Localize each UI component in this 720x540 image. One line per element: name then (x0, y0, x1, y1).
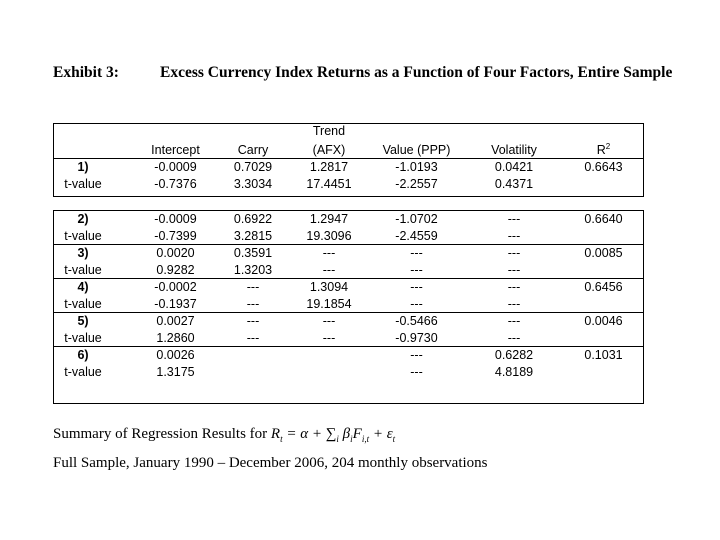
cell-volatility: --- (507, 330, 521, 345)
cell-carry: 3.2815 (233, 228, 273, 243)
cell-carry: 0.3591 (217, 245, 289, 262)
cell-intercept: -0.7399 (154, 228, 197, 243)
formula-lhs-sub: t (280, 434, 283, 444)
table-row (54, 279, 643, 296)
cell-r2 (564, 364, 643, 381)
cell-trend (289, 347, 369, 364)
cell-value: --- (369, 245, 464, 262)
cell-carry: --- (246, 296, 260, 311)
header-trend-line1: Trend (312, 124, 346, 138)
cell-value: --- (410, 296, 423, 311)
header-trend-line2: (AFX) (312, 143, 346, 158)
cell-volatility: --- (464, 279, 564, 296)
cell-r2 (564, 330, 643, 347)
cell-r2 (564, 228, 643, 245)
cell-value: -2.4559 (395, 228, 438, 243)
cell-volatility: --- (507, 228, 521, 243)
table-row-tvalue (54, 228, 643, 245)
cell-carry: 1.3203 (233, 262, 273, 277)
formula-lhs: R (270, 426, 281, 442)
table-row-tvalue (54, 176, 643, 193)
header-value: Value (PPP) (382, 143, 451, 158)
row-label: 5) (77, 314, 89, 328)
row-label: 4) (77, 280, 89, 294)
cell-carry (217, 347, 289, 364)
table-row (54, 245, 643, 262)
exhibit-title: Excess Currency Index Returns as a Function of Four Factors, Entire Sample (160, 64, 673, 81)
cell-volatility: --- (464, 313, 564, 330)
cell-intercept: 1.2860 (156, 330, 195, 345)
cell-trend: 17.4451 (306, 176, 352, 191)
cell-r2: 0.1031 (564, 347, 643, 364)
cell-trend: 1.2947 (309, 212, 349, 226)
cell-value: -1.0193 (369, 159, 464, 176)
cell-value: --- (369, 347, 464, 364)
cell-carry: 0.6922 (233, 212, 273, 226)
table-row (54, 211, 643, 228)
formula-f-sub: i,t (361, 434, 370, 444)
cell-value: --- (410, 262, 423, 277)
row-label: 1) (77, 160, 89, 175)
formula-eps: + ε (369, 426, 393, 442)
row-label-tvalue: t-value (64, 176, 102, 191)
cell-carry: --- (217, 279, 289, 296)
formula-sum-sub: i (336, 434, 339, 444)
cell-r2 (564, 262, 643, 279)
row-label: 2) (77, 212, 89, 226)
cell-value: -1.0702 (395, 212, 438, 226)
regression-formula (271, 426, 395, 442)
row-label-tvalue: t-value (64, 296, 102, 311)
formula-rhs: = α + ∑ (282, 426, 337, 442)
cell-volatility: 0.6282 (464, 347, 564, 364)
cell-r2: 0.0046 (564, 313, 643, 330)
cell-volatility: 0.4371 (494, 176, 534, 191)
formula-beta: β (338, 426, 351, 442)
row-label: 6) (77, 348, 89, 362)
cell-r2 (564, 176, 643, 193)
exhibit-label: Exhibit 3: (53, 64, 119, 81)
table-row-tvalue (54, 330, 643, 347)
row-label-tvalue: t-value (64, 364, 102, 379)
header-volatility: Volatility (491, 143, 537, 158)
regression-table-subsets (53, 210, 644, 404)
cell-value: -2.2557 (395, 176, 438, 191)
formula-eps-sub: t (392, 434, 396, 444)
summary-text: Summary of Regression Results for (53, 426, 268, 442)
cell-trend: --- (289, 245, 369, 262)
row-label-tvalue: t-value (64, 262, 102, 277)
cell-intercept: -0.1937 (154, 296, 197, 311)
cell-trend: --- (322, 330, 336, 345)
row-label-tvalue: t-value (64, 330, 102, 345)
cell-carry: --- (217, 313, 289, 330)
cell-intercept: -0.0002 (134, 279, 217, 296)
header-row (54, 124, 643, 139)
table-row-tvalue (54, 296, 643, 313)
cell-trend: 1.3094 (289, 279, 369, 296)
cell-intercept: 0.0027 (134, 313, 217, 330)
cell-trend: --- (322, 262, 336, 277)
cell-trend: --- (289, 313, 369, 330)
regression-summary (53, 424, 395, 449)
cell-carry: --- (246, 330, 260, 345)
cell-intercept: -0.7376 (154, 176, 197, 191)
cell-trend: 1.2817 (289, 159, 369, 176)
cell-volatility: 4.8189 (494, 364, 534, 379)
cell-value: -0.5466 (369, 313, 464, 330)
header-r2-base: R (596, 143, 606, 158)
row-label: 3) (77, 246, 89, 260)
table-row-tvalue (54, 262, 643, 279)
header-carry: Carry (237, 143, 269, 158)
header-r2 (564, 139, 643, 159)
full-sample-note: Full Sample, January 1990 – December 2006, 204 monthly observations (53, 455, 488, 471)
table-row (54, 159, 643, 176)
cell-carry: 3.3034 (233, 176, 273, 191)
cell-carry: 0.7029 (217, 159, 289, 176)
cell-r2: 0.6456 (564, 279, 643, 296)
table-row (54, 313, 643, 330)
table-row (54, 347, 643, 364)
cell-trend: 19.1854 (306, 296, 352, 311)
cell-volatility: 0.0421 (464, 159, 564, 176)
cell-volatility: --- (507, 296, 521, 311)
cell-r2: 0.0085 (564, 245, 643, 262)
cell-r2 (564, 296, 643, 313)
cell-intercept: -0.0009 (134, 159, 217, 176)
cell-intercept: 0.9282 (156, 262, 195, 277)
cell-trend: 19.3096 (306, 228, 352, 243)
cell-r2: 0.6640 (584, 212, 623, 226)
header-r2-sup: 2 (605, 142, 611, 151)
formula-beta-sub: i (350, 434, 353, 444)
formula-f: F (352, 426, 362, 442)
cell-r2: 0.6643 (564, 159, 643, 176)
cell-intercept: -0.0009 (154, 212, 197, 226)
header-intercept: Intercept (151, 143, 200, 158)
cell-carry (217, 364, 289, 381)
cell-intercept: 0.0026 (134, 347, 217, 364)
cell-volatility: --- (464, 245, 564, 262)
cell-value: --- (369, 279, 464, 296)
cell-trend (289, 364, 369, 381)
table-row-tvalue (54, 364, 643, 381)
cell-value: --- (410, 364, 423, 379)
header-row (54, 139, 643, 159)
cell-intercept: 1.3175 (156, 364, 195, 379)
cell-intercept: 0.0020 (134, 245, 217, 262)
regression-table-full (53, 123, 644, 197)
cell-volatility: --- (507, 212, 521, 226)
cell-volatility: --- (507, 262, 521, 277)
row-label-tvalue: t-value (64, 228, 102, 243)
cell-value: -0.9730 (395, 330, 438, 345)
